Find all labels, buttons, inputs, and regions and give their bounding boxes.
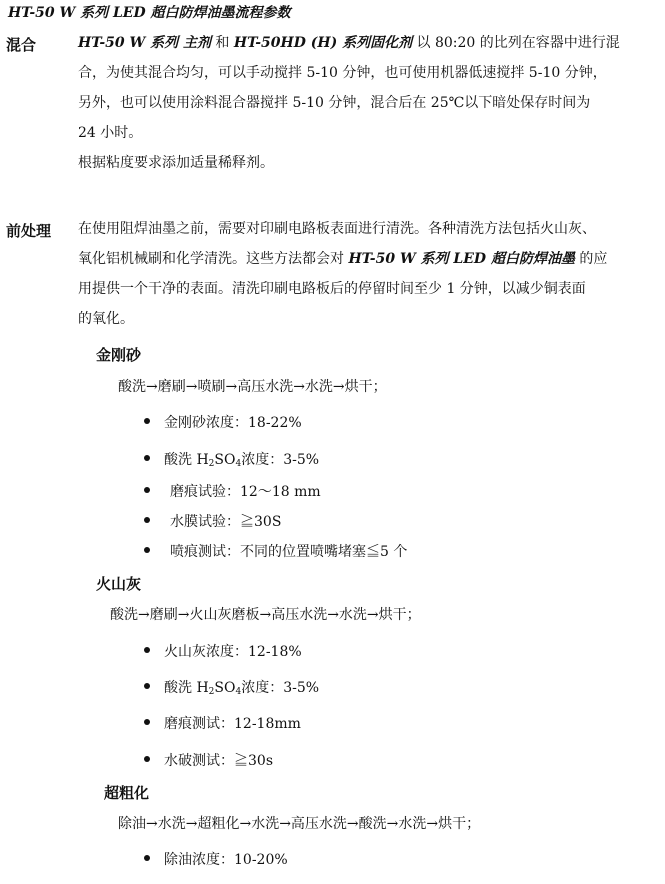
emery-acid-a: 酸洗 H: [164, 452, 209, 468]
pretreat-line-4: 的氧化。: [78, 311, 134, 327]
roughen-bullet-1: [144, 849, 288, 869]
pretreat-line-3: 用提供一个干净的表面。清洗印刷电路板后的停留时间至少 1 分钟，以减少铜表面: [78, 281, 586, 297]
mixing-line-2: 合，为使其混合均匀，可以手动搅拌 5-10 分钟，也可使用机器低速搅拌 5-10 分钟，: [78, 65, 607, 81]
product-name: HT-50 W 系列 LED 超白防焊油墨: [348, 251, 575, 267]
pumice-bullet-3-text: 磨痕测试：12-18mm: [164, 716, 301, 732]
main-agent-name: HT-50 W 系列 主剂: [78, 35, 211, 51]
pretreat-line-2: [78, 244, 658, 274]
pumice-bullet-4: [144, 750, 273, 770]
mixing-line-3: 另外，也可以使用涂料混合器搅拌 5-10 分钟，混合后在 25℃以下暗处保存时间为: [78, 95, 591, 111]
pumice-heading: 火山灰: [96, 575, 142, 593]
pumice-acid-b: SO: [214, 680, 236, 696]
emery-heading: 金刚砂: [96, 346, 142, 364]
roughen-bullet-1-text: 除油浓度：10-20%: [164, 852, 288, 868]
mixing-paragraph: [78, 28, 658, 178]
bullet-dot: [144, 719, 150, 725]
bullet-dot: [144, 647, 150, 653]
doc-title: HT-50 W 系列 LED 超白防焊油墨流程参数: [8, 5, 291, 21]
bullet-dot: [144, 683, 150, 689]
emery-bullet-5: [144, 541, 407, 561]
pretreat-paragraph-first: [78, 214, 658, 244]
pretreat-line-2-c: 的应: [574, 251, 608, 267]
emery-acid-b: SO: [214, 452, 236, 468]
pretreat-paragraph-rest: [78, 244, 658, 334]
emery-acid-c: 浓度：3-5%: [241, 452, 320, 468]
mixing-line-4: 24 小时。: [78, 125, 143, 141]
bullet-dot: [144, 517, 150, 523]
bullet-dot: [144, 455, 150, 461]
pumice-acid-a: 酸洗 H: [164, 680, 209, 696]
emery-bullet-4-text: 水膜试验：≧30S: [170, 514, 282, 530]
emery-acid-sub2: 4: [235, 459, 242, 469]
pumice-bullet-2: [144, 677, 319, 697]
bullet-dot: [144, 418, 150, 424]
pretreat-label: 前处理: [6, 222, 52, 240]
mixing-ratio-text: 以 80:20 的比列在容器中进行混: [412, 35, 620, 51]
pumice-acid-sub2: 4: [235, 687, 242, 697]
pumice-bullet-3: [144, 713, 301, 733]
bullet-dot: [144, 855, 150, 861]
bullet-dot: [144, 547, 150, 553]
roughen-heading: 超粗化: [104, 784, 150, 802]
hardener-name: HT-50HD (H) 系列固化剂: [233, 35, 413, 51]
emery-bullet-5-text: 喷痕测试：不同的位置喷嘴堵塞≦5 个: [170, 544, 408, 560]
emery-flow: 酸洗→磨刷→喷刷→高压水洗→水洗→烘干；: [118, 379, 387, 395]
pretreat-line-2-a: 氧化铝机械刷和化学清洗。这些方法都会对: [78, 251, 349, 267]
roughen-flow: 除油→水洗→超粗化→水洗→高压水洗→酸洗→水洗→烘干；: [118, 816, 481, 832]
pretreat-line-1: 在使用阻焊油墨之前，需要对印刷电路板表面进行清洗。各种清洗方法包括火山灰、: [78, 221, 596, 237]
emery-bullet-1: [144, 412, 302, 432]
emery-bullet-4: [144, 511, 281, 531]
bullet-dot: [144, 756, 150, 762]
pumice-bullet-4-text: 水破测试：≧30s: [164, 753, 273, 769]
pumice-acid-c: 浓度：3-5%: [241, 680, 320, 696]
mixing-label: 混合: [6, 36, 37, 54]
mixing-and: 和: [210, 35, 234, 51]
emery-bullet-3: [144, 481, 321, 501]
bullet-dot: [144, 487, 150, 493]
pumice-bullet-1: [144, 641, 302, 661]
emery-acid-sub1: 2: [208, 459, 215, 469]
mixing-line-1: [78, 28, 658, 58]
emery-bullet-3-text: 磨痕试验：12～18 mm: [170, 484, 321, 500]
mixing-thinner-note: 根据粘度要求添加适量稀释剂。: [78, 155, 274, 171]
pumice-acid-sub1: 2: [208, 687, 215, 697]
pumice-flow: 酸洗→磨刷→火山灰磨板→高压水洗→水洗→烘干；: [110, 607, 421, 623]
emery-bullet-2: [144, 449, 319, 469]
pumice-bullet-1-text: 火山灰浓度：12-18%: [164, 644, 302, 660]
emery-bullet-1-text: 金刚砂浓度：18-22%: [164, 415, 302, 431]
